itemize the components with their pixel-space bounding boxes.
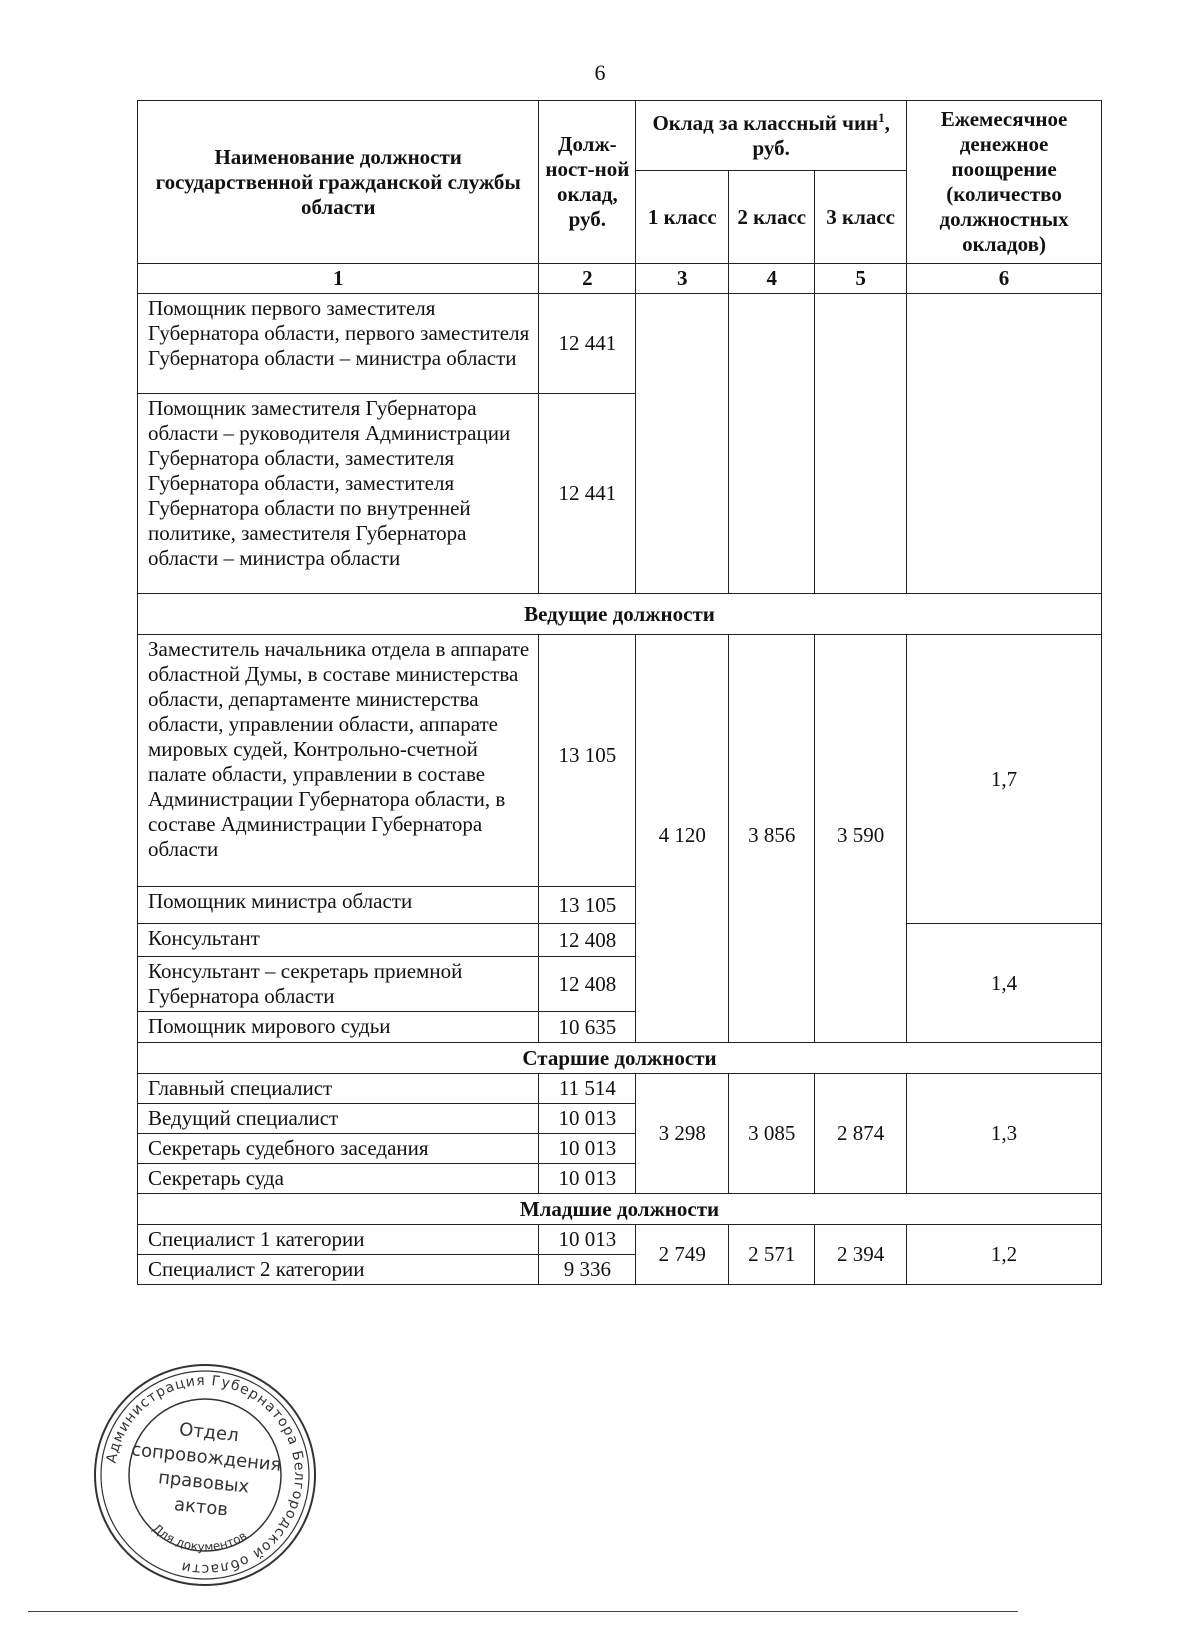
position-salary: 10 013 bbox=[539, 1225, 636, 1255]
position-name: Специалист 1 категории bbox=[138, 1225, 539, 1255]
header-class-rank-group bbox=[636, 101, 907, 171]
monthly-bonus: 1,3 bbox=[907, 1074, 1102, 1194]
position-salary: 10 635 bbox=[539, 1012, 636, 1043]
class-3-salary: 3 590 bbox=[815, 635, 907, 1043]
svg-text:Для документов bbox=[150, 1521, 249, 1554]
empty-cell bbox=[636, 294, 729, 594]
column-number: 6 bbox=[907, 264, 1102, 294]
header-class-2: 2 класс bbox=[729, 171, 815, 264]
monthly-bonus: 1,7 bbox=[907, 635, 1102, 924]
table-row bbox=[138, 1074, 1102, 1104]
column-number: 2 bbox=[539, 264, 636, 294]
table-row bbox=[138, 294, 1102, 394]
empty-cell bbox=[907, 294, 1102, 594]
position-salary: 11 514 bbox=[539, 1074, 636, 1104]
header-position-name: Наименование должности государственной гражданской службы области bbox=[138, 101, 539, 264]
stamp-line: Отдел bbox=[178, 1419, 240, 1447]
class-1-salary: 2 749 bbox=[636, 1225, 729, 1285]
class-1-salary: 4 120 bbox=[636, 635, 729, 1043]
footnote-marker: 1 bbox=[878, 109, 885, 125]
position-name: Главный специалист bbox=[138, 1074, 539, 1104]
header-monthly-bonus: Ежемесячное денежное поощрение (количество должностных окладов) bbox=[907, 101, 1102, 264]
table-row bbox=[138, 924, 1102, 957]
empty-cell bbox=[815, 294, 907, 594]
monthly-bonus: 1,2 bbox=[907, 1225, 1102, 1285]
position-salary: 12 441 bbox=[539, 394, 636, 594]
class-2-salary: 3 856 bbox=[729, 635, 815, 1043]
header-class-rank-unit: , руб. bbox=[752, 110, 890, 160]
header-class-1: 1 класс bbox=[636, 171, 729, 264]
position-name: Заместитель начальника отдела в аппарате областной Думы, в составе министерства области, департаменте министерства области, управлении области, аппарате мировых судей, Контрольно-счетной палате области, управлении в составе Администрации Губернатора области, в составе Администрации Губернатора области bbox=[138, 635, 539, 887]
position-name: Консультант – секретарь приемной Губернатора области bbox=[138, 957, 539, 1012]
section-row bbox=[138, 594, 1102, 635]
position-name: Помощник заместителя Губернатора области – руководителя Администрации Губернатора области, заместителя Губернатора области, заместителя Губернатора области по внутренней политике, заместителя Губернатора области – министра области bbox=[138, 394, 539, 594]
empty-cell bbox=[729, 294, 815, 594]
position-name: Ведущий специалист bbox=[138, 1104, 539, 1134]
position-name: Помощник первого заместителя Губернатора области, первого заместителя Губернатора области – министра области bbox=[138, 294, 539, 394]
class-2-salary: 3 085 bbox=[729, 1074, 815, 1194]
position-salary: 10 013 bbox=[539, 1104, 636, 1134]
position-salary: 10 013 bbox=[539, 1164, 636, 1194]
position-name: Помощник министра области bbox=[138, 887, 539, 924]
position-salary: 9 336 bbox=[539, 1255, 636, 1285]
section-title: Старшие должности bbox=[138, 1043, 1102, 1074]
table-row bbox=[138, 1225, 1102, 1255]
section-title: Ведущие должности bbox=[138, 594, 1102, 635]
column-number: 4 bbox=[729, 264, 815, 294]
position-name: Секретарь судебного заседания bbox=[138, 1134, 539, 1164]
class-3-salary: 2 874 bbox=[815, 1074, 907, 1194]
position-salary: 12 408 bbox=[539, 957, 636, 1012]
column-number: 1 bbox=[138, 264, 539, 294]
position-salary: 12 441 bbox=[539, 294, 636, 394]
class-1-salary: 3 298 bbox=[636, 1074, 729, 1194]
column-number-row bbox=[138, 264, 1102, 294]
class-2-salary: 2 571 bbox=[729, 1225, 815, 1285]
salary-table bbox=[137, 100, 1102, 1285]
position-name: Секретарь суда bbox=[138, 1164, 539, 1194]
stamp-line: сопровождения bbox=[130, 1439, 283, 1476]
header-salary: Долж-ност-ной оклад, руб. bbox=[539, 101, 636, 264]
section-title: Младшие должности bbox=[138, 1194, 1102, 1225]
position-salary: 12 408 bbox=[539, 924, 636, 957]
position-salary: 13 105 bbox=[539, 887, 636, 924]
section-row bbox=[138, 1043, 1102, 1074]
page-number: 6 bbox=[594, 60, 606, 85]
monthly-bonus: 1,4 bbox=[907, 924, 1102, 1043]
page-bottom-rule bbox=[28, 1611, 1018, 1612]
stamp-outer-text: Администрация Губернатора Белгородской области bbox=[103, 1372, 308, 1578]
stamp-bottom-text: Для документов bbox=[149, 1521, 250, 1555]
position-name: Консультант bbox=[138, 924, 539, 957]
stamp-line: правовых bbox=[157, 1467, 251, 1498]
header-class-rank-text: Оклад за классный чин bbox=[652, 110, 879, 135]
table-row bbox=[138, 635, 1102, 887]
position-name: Специалист 2 категории bbox=[138, 1255, 539, 1285]
position-name: Помощник мирового судьи bbox=[138, 1012, 539, 1043]
office-stamp bbox=[92, 1362, 318, 1588]
column-number: 3 bbox=[636, 264, 729, 294]
header-class-3: 3 класс bbox=[815, 171, 907, 264]
stamp-line: актов bbox=[173, 1494, 230, 1521]
position-salary: 10 013 bbox=[539, 1134, 636, 1164]
section-row bbox=[138, 1194, 1102, 1225]
class-3-salary: 2 394 bbox=[815, 1225, 907, 1285]
position-salary: 13 105 bbox=[539, 635, 636, 887]
column-number: 5 bbox=[815, 264, 907, 294]
